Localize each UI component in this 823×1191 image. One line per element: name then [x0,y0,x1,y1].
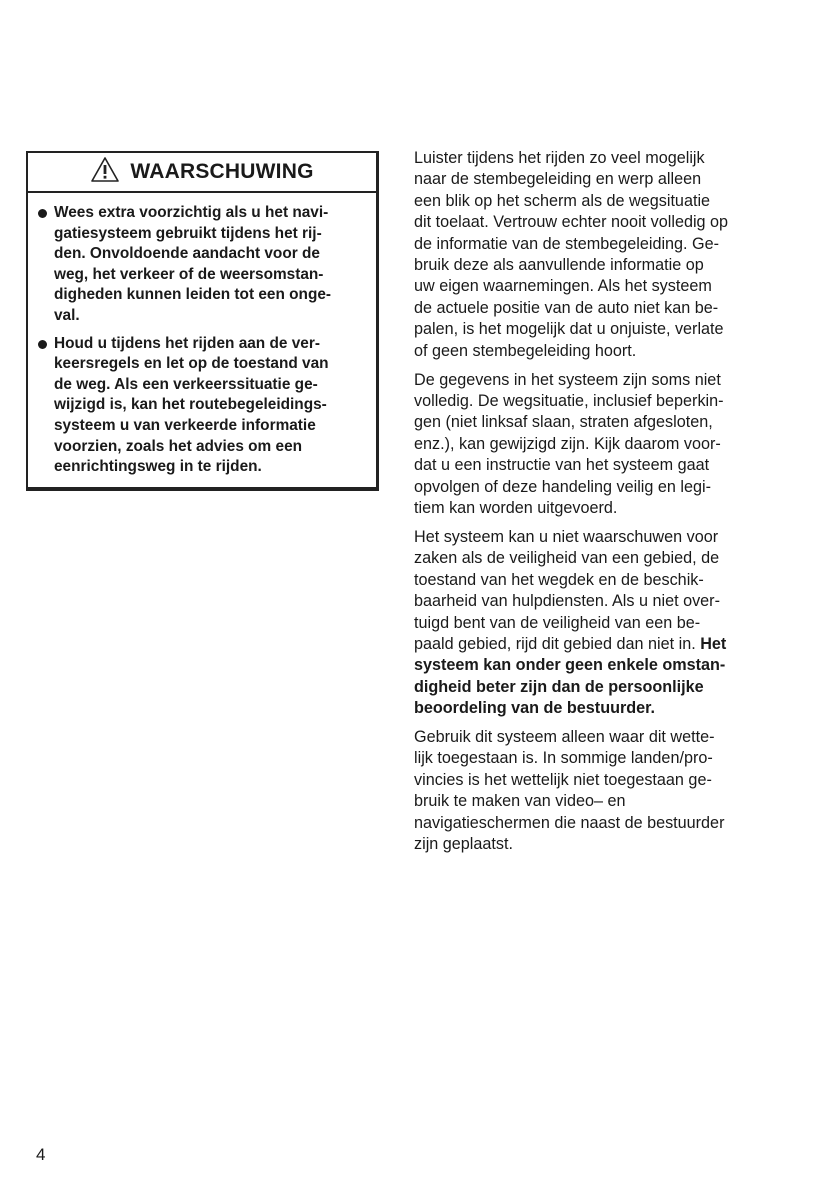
warning-text-line: Wees extra voorzichtig als u het navi- [54,204,329,221]
text-segment: Het systeem kan u niet waarschuwen voor [414,527,719,546]
warning-text-line: de weg. Als een verkeerssituatie ge- [54,375,318,393]
text-line [414,527,794,548]
warning-text-line: weg, het verkeer of de weersomstan- [54,265,324,283]
text-segment: de informatie van de stembegeleiding. Ge- [414,234,720,253]
bold-text: digheid beter zijn dan de persoonlijke [414,677,704,696]
text-line [414,234,794,255]
warning-title: WAARSCHUWING [130,160,314,183]
warning-text-line: gatiesysteem gebruikt tijdens het rij- [54,224,322,242]
text-line [414,298,794,319]
text-segment: zijn geplaatst. [414,835,513,854]
text-line [414,412,794,433]
warning-text-line: eenrichtingsweg in te rijden. [54,458,262,476]
text-line [414,591,794,612]
text-segment: gen (niet linksaf slaan, straten afgesloten, [414,413,713,432]
text-segment: navigatieschermen die naast de bestuurder [414,813,725,832]
warning-text-line: den. Onvoldoende aandacht voor de [54,245,320,263]
text-segment: of geen stembegeleiding hoort. [414,341,637,360]
text-line [414,498,794,519]
text-segment: uw eigen waarnemingen. Als het systeem [414,277,712,296]
text-line [414,634,794,655]
bullet-dot-icon [38,340,47,349]
warning-text-line: keersregels en let op de toestand van [54,355,329,373]
body-paragraph [414,527,794,720]
text-segment: naar de stembegeleiding en werp alleen [414,170,702,189]
text-segment: Gebruik dit systeem alleen waar dit wette- [414,728,715,747]
text-segment: De gegevens in het systeem zijn soms niet [414,370,721,389]
body-paragraph [414,727,794,855]
text-line [414,813,794,834]
text-line [414,477,794,498]
warning-bullet [38,203,368,327]
text-line [414,613,794,634]
text-line [414,169,794,190]
text-segment: een blik op het scherm als de wegsituatie [414,191,711,210]
warning-triangle-icon [90,156,120,188]
text-line [414,791,794,812]
page-number: 4 [36,1145,46,1164]
text-line [414,698,794,719]
text-segment: zaken als de veiligheid van een gebied, de [414,549,720,568]
text-segment: baarheid van hulpdiensten. Als u niet over- [414,592,720,611]
text-segment: tiem kan worden uitgevoerd. [414,499,618,517]
text-segment: dat u een instructie van het systeem gaat [414,456,710,475]
text-line [414,548,794,569]
warning-box [26,151,379,491]
text-line [414,191,794,212]
warning-text-line: Houd u tijdens het rijden aan de ver- [54,334,320,352]
warning-text-line: val. [54,306,80,324]
text-segment: dit toelaat. Vertrouw echter nooit volledig op [414,213,729,232]
text-segment: opvolgen of deze handeling veilig en legi- [414,477,711,496]
warning-text-line: wijzigd is, kan het routebegeleidings- [54,396,327,414]
text-segment: paald gebied, rijd dit gebied dan niet in. [414,634,701,653]
bold-text: Het [700,634,727,653]
text-segment: Luister tijdens het rijden zo veel mogelijk [414,149,705,167]
warning-body [28,193,376,478]
text-segment: lijk toegestaan is. In sommige landen/pro- [414,749,713,768]
text-line [414,748,794,769]
text-line [414,770,794,791]
bold-text: systeem kan onder geen enkele omstan- [414,656,726,675]
text-line [414,677,794,698]
body-paragraph [414,370,794,520]
main-text-column [414,148,794,863]
text-segment: enz.), kan gewijzigd zijn. Kijk daarom voor- [414,434,721,453]
text-line [414,370,794,391]
body-paragraph [414,148,794,362]
text-line [414,255,794,276]
text-segment: palen, is het mogelijk dat u onjuiste, verlate [414,320,724,339]
text-line [414,570,794,591]
text-line [414,276,794,297]
warning-bullet [38,334,368,478]
text-line [414,319,794,340]
warning-text-line: systeem u van verkeerde informatie [54,416,316,434]
text-segment: de actuele positie van de auto niet kan be- [414,298,719,317]
warning-text-line: digheden kunnen leiden tot een onge- [54,286,332,304]
bold-text: beoordeling van de bestuurder. [414,699,656,718]
text-line [414,341,794,362]
text-line [414,434,794,455]
text-line [414,212,794,233]
text-line [414,655,794,676]
text-line [414,148,794,169]
text-line [414,834,794,855]
text-segment: volledig. De wegsituatie, inclusief beperkin- [414,391,724,410]
bullet-dot-icon [38,209,47,218]
text-segment: tuigd bent van de veiligheid van een be- [414,613,701,632]
text-segment: bruik te maken van video– en [414,792,626,811]
warning-text-line: voorzien, zoals het advies om een [54,437,303,455]
text-segment: bruik deze als aanvullende informatie op [414,256,704,275]
text-segment: toestand van het wegdek en de beschik- [414,570,704,589]
text-line [414,455,794,476]
text-line [414,391,794,412]
text-segment: vincies is het wettelijk niet toegestaan ge- [414,770,712,789]
text-line [414,727,794,748]
warning-header [28,153,376,193]
